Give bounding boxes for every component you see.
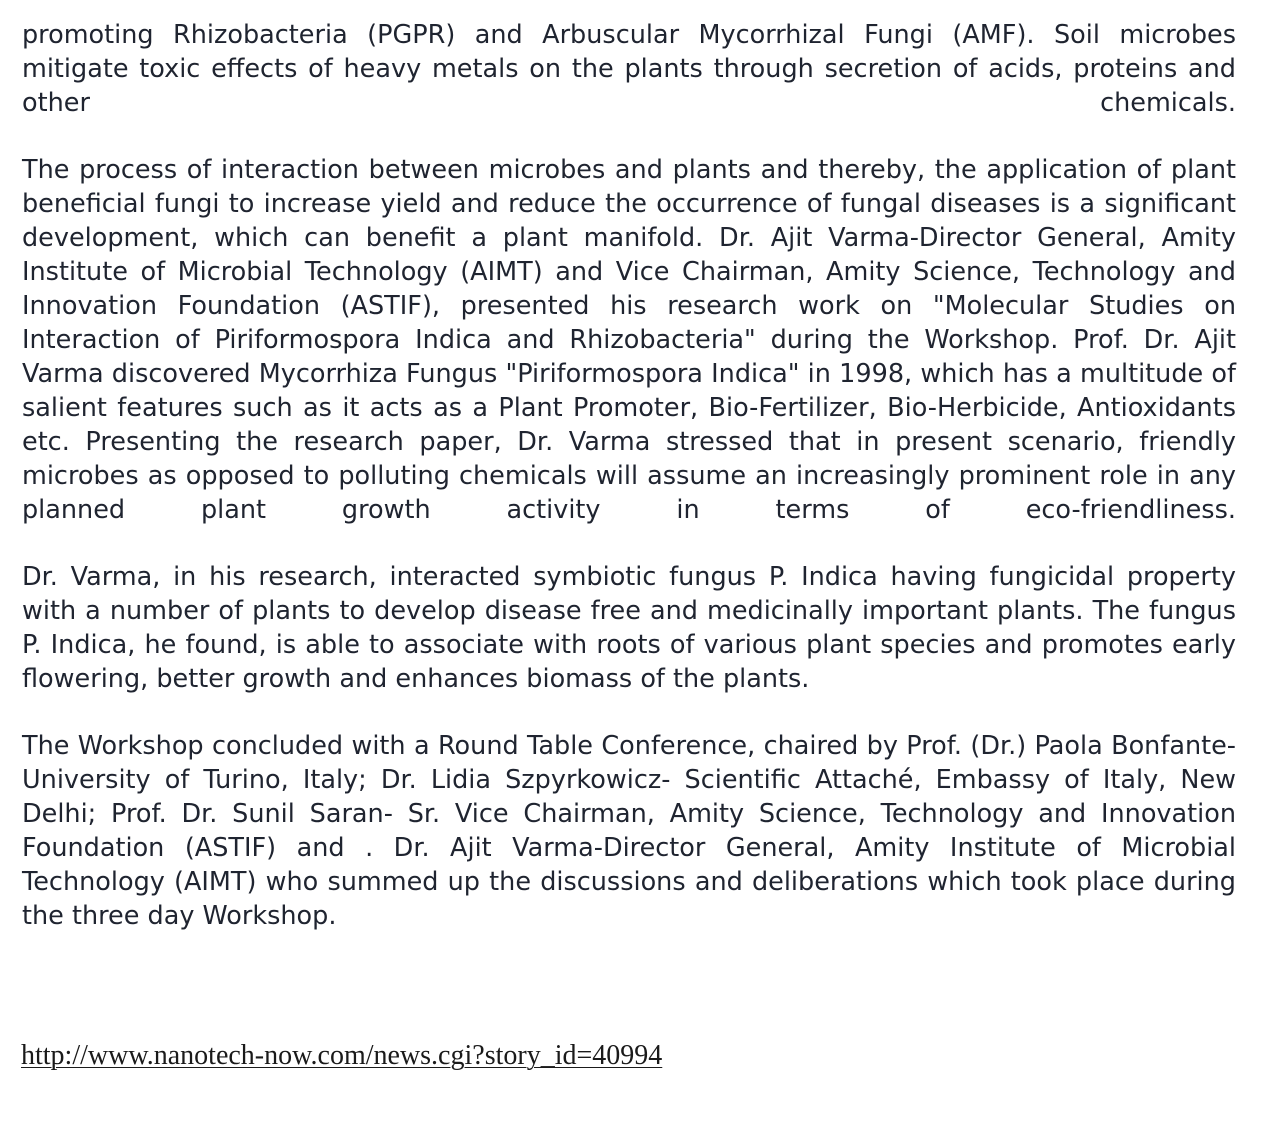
source-url-link[interactable]: http://www.nanotech-now.com/news.cgi?story_id=40994 [21,1040,663,1071]
paragraph-microbe-plant-interaction: The process of interaction between microbes and plants and thereby, the application of plant beneficial fungi to increase yield and reduce the occurrence of fungal diseases is a significant development, which can benefit a plant manifold. Dr. Ajit Varma-Director General, Amity Institute of Microbial Technology (AIMT) and Vice Chairman, Amity Science, Technology and Innovation Foundation (ASTIF), presented his research work on "Molecular Studies on Interaction of Piriformospora Indica and Rhizobacteria" during the Workshop. Prof. Dr. Ajit Varma discovered Mycorrhiza Fungus "Piriformospora Indica" in 1998, which has a multitude of salient features such as it acts as a Plant Promoter, Bio-Fertilizer, Bio-Herbicide, Antioxidants etc. Presenting the research paper, Dr. Varma stressed that in present scenario, friendly microbes as opposed to polluting chemicals will assume an increasingly prominent role in any planned plant growth activity in terms of eco-friendliness. [22,155,1236,525]
paragraph-soil-microbes: promoting Rhizobacteria (PGPR) and Arbuscular Mycorrhizal Fungi (AMF). Soil microbes mitigate toxic effects of heavy metals on the plants through secretion of acids, proteins and other chemicals. [22,20,1236,118]
document-body [22,18,1236,966]
paragraph-varma-research: Dr. Varma, in his research, interacted symbiotic fungus P. Indica having fungicidal property with a number of plants to develop disease free and medicinally important plants. The fungus P. Indica, he found, is able to associate with roots of various plant species and promotes early flowering, better growth and enhances biomass of the plants. [22,562,1236,694]
paragraph-round-table: The Workshop concluded with a Round Table Conference, chaired by Prof. (Dr.) Paola Bonfante- University of Turino, Italy; Dr. Lidia Szpyrkowicz- Scientific Attaché, Embassy of Italy, New Delhi; Prof. Dr. Sunil Saran- Sr. Vice Chairman, Amity Science, Technology and Innovation Foundation (ASTIF) and . Dr. Ajit Varma-Director General, Amity Institute of Microbial Technology (AIMT) who summed up the discussions and deliberations which took place during the three day Workshop. [22,731,1236,931]
